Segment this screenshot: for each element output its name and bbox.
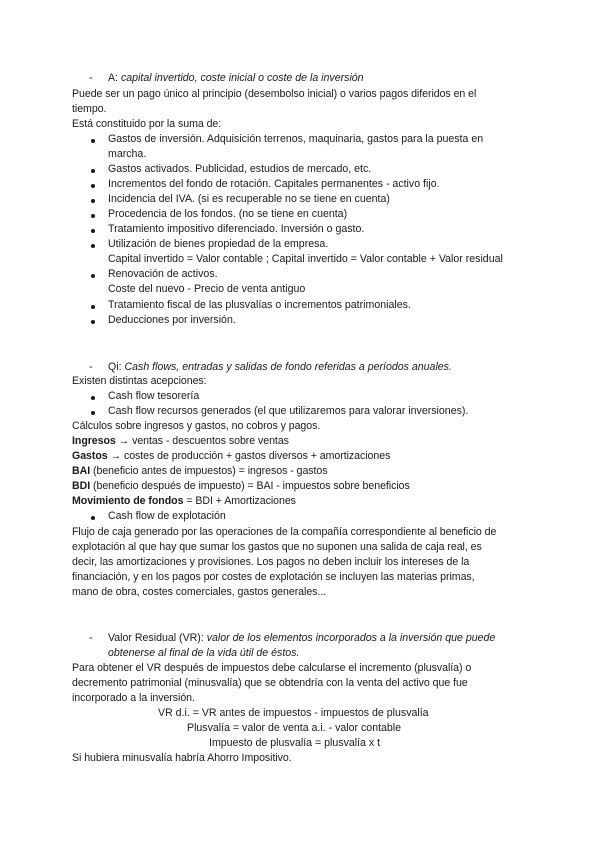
section-qi-heading xyxy=(108,360,452,375)
list-item: Tratamiento impositivo diferenciado. Inversión o gasto. xyxy=(108,223,365,235)
bullet-icon xyxy=(91,396,95,400)
list-item: Cash flow de explotación xyxy=(108,510,226,522)
section-qi-label: Qi: xyxy=(108,361,122,373)
list-item: Procedencia de los fondos. (no se tiene en cuenta) xyxy=(108,208,348,220)
list-item: Incrementos del fondo de rotación. Capitales permanentes - activo fijo. xyxy=(108,178,440,190)
paragraph-line: decir, las amortizaciones y provisiones. Los pagos no deben incluir los intereses de la xyxy=(72,556,470,568)
section-a-intro-1: Puede ser un pago único al principio (desembolso inicial) o varios pagos diferidos en el xyxy=(72,88,477,100)
closing-line: Si hubiera minusvalía habría Ahorro Impositivo. xyxy=(72,752,292,764)
list-item: Gastos activados. Publicidad, estudios de mercado, etc. xyxy=(108,163,372,175)
list-item-cont: Capital invertido = Valor contable ; Capital invertido = Valor contable + Valor residual xyxy=(108,253,503,265)
section-vr-heading xyxy=(108,631,495,646)
definition-row xyxy=(72,479,410,494)
definition-row xyxy=(72,494,296,509)
section-a-composed: Está constituido por la suma de: xyxy=(72,118,222,130)
formula-line: Plusvalía = valor de venta a.i. - valor contable xyxy=(187,722,402,734)
definition-text: → ventas - descuentos sobre ventas xyxy=(115,435,289,447)
paragraph-line: Para obtener el VR después de impuestos debe calcularse el incremento (plusvalía) o xyxy=(72,662,472,674)
list-item: Tratamiento fiscal de las plusvalías o incrementos patrimoniales. xyxy=(108,299,411,311)
definition-row xyxy=(72,464,328,479)
list-item: Cash flow recursos generados (el que utilizaremos para valorar inversiones). xyxy=(108,405,469,417)
list-item: Cash flow tesorería xyxy=(108,390,200,402)
section-vr-label: Valor Residual (VR): xyxy=(108,632,204,644)
bullet-icon xyxy=(91,411,95,415)
section-qi-dash: - xyxy=(89,361,93,373)
section-a-intro-2: tiempo. xyxy=(72,103,107,115)
bullet-icon xyxy=(91,516,95,520)
list-item: Renovación de activos. xyxy=(108,268,218,280)
section-a-label: A: xyxy=(108,72,119,84)
list-item: Incidencia del IVA. (si es recuperable no se tiene en cuenta) xyxy=(108,193,390,205)
section-a-dash: - xyxy=(89,72,93,84)
paragraph-line: explotación al que hay que sumar los gastos que no suponen una salida de caja real, es xyxy=(72,541,482,553)
section-a-title: capital invertido, coste inicial o coste de la inversión xyxy=(120,72,364,84)
section-vr-dash: - xyxy=(89,632,93,644)
bullet-icon xyxy=(91,214,95,218)
paragraph-line: Flujo de caja generado por las operaciones de la compañía correspondiente al beneficio de xyxy=(72,526,497,538)
list-item-cont: marcha. xyxy=(108,148,147,160)
list-item: Gastos de inversión. Adquisición terrenos, maquinaria, gastos para la puesta en xyxy=(108,133,484,145)
paragraph-line: financiación, y en los pagos por costes de explotación se incluyen las materias primas, xyxy=(72,571,475,583)
paragraph-line: incorporado a la inversión. xyxy=(72,692,195,704)
section-vr-title-cont: obtenerse al final de la vida útil de éstos. xyxy=(108,647,300,659)
section-qi-calculos: Cálculos sobre ingresos y gastos, no cobros y pagos. xyxy=(72,420,321,432)
list-item: Utilización de bienes propiedad de la empresa. xyxy=(108,238,329,250)
bullet-icon xyxy=(91,139,95,143)
definition-term: BAI xyxy=(72,465,91,477)
definition-row xyxy=(72,434,289,449)
bullet-icon xyxy=(91,199,95,203)
bullet-icon xyxy=(91,305,95,309)
bullet-icon xyxy=(91,274,95,278)
definition-text: (beneficio después de impuesto) = BAI - impuestos sobre beneficios xyxy=(90,480,410,492)
definition-term: Movimiento de fondos xyxy=(72,495,184,507)
paragraph-line: mano de obra, costes comerciales, gastos generales... xyxy=(72,586,327,598)
section-vr-title: valor de los elementos incorporados a la inversión que puede xyxy=(206,632,496,644)
bullet-icon xyxy=(91,320,95,324)
paragraph-line: decremento patrimonial (minusvalía) que se obtendría con la venta del activo que fue xyxy=(72,677,468,689)
definition-term: Ingresos xyxy=(72,435,116,447)
section-qi-acepciones: Existen distintas acepciones: xyxy=(72,375,207,387)
definition-text: (beneficio antes de impuestos) = ingresos - gastos xyxy=(90,465,328,477)
list-item: Deducciones por inversión. xyxy=(108,314,236,326)
list-item-cont: Coste del nuevo - Precio de venta antiguo xyxy=(108,283,306,295)
formula-line: Impuesto de plusvalía = plusvalía x t xyxy=(209,737,381,749)
definition-text: → costes de producción + gastos diversos + amortizaciones xyxy=(107,450,391,462)
bullet-icon xyxy=(91,184,95,188)
section-a-heading xyxy=(108,71,364,86)
section-qi-title: Cash flows, entradas y salidas de fondo referidas a períodos anuales. xyxy=(124,361,452,373)
definition-row xyxy=(72,449,390,464)
formula-line: VR d.i. = VR antes de impuestos - impuestos de plusvalía xyxy=(158,707,429,719)
definition-term: Gastos xyxy=(72,450,108,462)
definition-text: = BDI + Amortizaciones xyxy=(183,495,296,507)
bullet-icon xyxy=(91,169,95,173)
definition-term: BDI xyxy=(72,480,91,492)
bullet-icon xyxy=(91,244,95,248)
bullet-icon xyxy=(91,229,95,233)
